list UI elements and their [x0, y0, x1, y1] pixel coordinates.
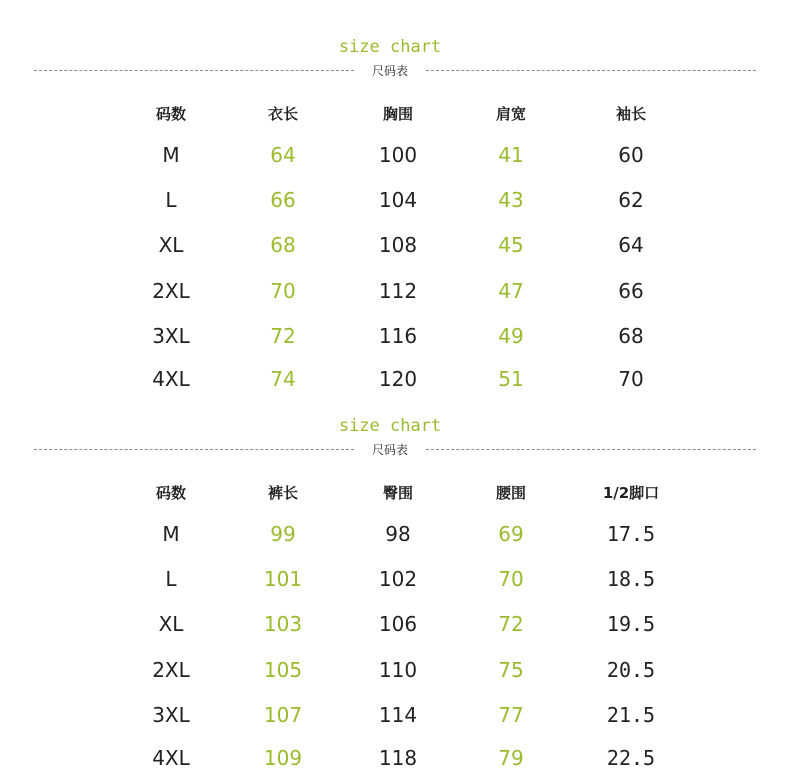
value-cell: 102: [378, 567, 418, 591]
value-cell: 43: [498, 188, 524, 212]
value-cell: 105: [263, 658, 303, 682]
value-cell: 114: [378, 703, 418, 727]
header-size: 码数: [155, 484, 186, 502]
header-hip: 臀围: [382, 484, 413, 502]
size-cell: M: [162, 522, 180, 546]
value-cell: 64: [618, 233, 644, 257]
header-sleeve: 袖长: [615, 105, 646, 123]
size-cell: 2XL: [152, 658, 190, 682]
size-cell: L: [165, 567, 177, 591]
divider-line-left: [34, 449, 354, 450]
value-cell: 62: [618, 188, 644, 212]
header-shoulder: 肩宽: [495, 105, 526, 123]
size-chart-title: size chart: [338, 416, 442, 436]
header-chest: 胸围: [382, 105, 413, 123]
value-cell: 103: [263, 612, 303, 636]
value-cell: 109: [263, 746, 303, 770]
value-cell: 18.5: [606, 567, 656, 591]
size-cell: 3XL: [152, 703, 190, 727]
header-leg-opening: 1/2脚口: [602, 484, 660, 502]
size-chart-subtitle: 尺码表: [371, 443, 408, 457]
value-cell: 112: [378, 279, 418, 303]
value-cell: 101: [263, 567, 303, 591]
size-chart-subtitle: 尺码表: [371, 64, 408, 78]
value-cell: 68: [270, 233, 296, 257]
value-cell: 70: [270, 279, 296, 303]
size-cell: L: [165, 188, 177, 212]
value-cell: 19.5: [606, 612, 656, 636]
size-cell: XL: [158, 233, 184, 257]
value-cell: 100: [378, 143, 418, 167]
value-cell: 72: [270, 324, 296, 348]
value-cell: 22.5: [606, 746, 656, 770]
value-cell: 110: [378, 658, 418, 682]
header-waist: 腰围: [495, 484, 526, 502]
value-cell: 70: [618, 367, 644, 391]
value-cell: 106: [378, 612, 418, 636]
value-cell: 64: [270, 143, 296, 167]
value-cell: 60: [618, 143, 644, 167]
size-cell: 2XL: [152, 279, 190, 303]
value-cell: 107: [263, 703, 303, 727]
size-cell: XL: [158, 612, 184, 636]
value-cell: 120: [378, 367, 418, 391]
value-cell: 66: [270, 188, 296, 212]
value-cell: 116: [378, 324, 418, 348]
value-cell: 20.5: [606, 658, 656, 682]
value-cell: 118: [378, 746, 418, 770]
size-chart-title: size chart: [338, 37, 442, 57]
value-cell: 41: [498, 143, 524, 167]
title-divider: [34, 439, 756, 459]
value-cell: 72: [498, 612, 524, 636]
value-cell: 104: [378, 188, 418, 212]
value-cell: 69: [498, 522, 524, 546]
value-cell: 49: [498, 324, 524, 348]
value-cell: 108: [378, 233, 418, 257]
value-cell: 47: [498, 279, 524, 303]
value-cell: 70: [498, 567, 524, 591]
value-cell: 77: [498, 703, 524, 727]
value-cell: 74: [270, 367, 296, 391]
size-cell: 4XL: [152, 367, 190, 391]
divider-line-left: [34, 70, 354, 71]
header-length: 衣长: [267, 105, 298, 123]
value-cell: 66: [618, 279, 644, 303]
size-cell: 4XL: [152, 746, 190, 770]
header-pants-length: 裤长: [267, 484, 298, 502]
value-cell: 45: [498, 233, 524, 257]
size-cell: M: [162, 143, 180, 167]
value-cell: 99: [270, 522, 296, 546]
value-cell: 21.5: [606, 703, 656, 727]
title-divider: [34, 60, 756, 80]
size-cell: 3XL: [152, 324, 190, 348]
value-cell: 68: [618, 324, 644, 348]
divider-line-right: [426, 70, 756, 71]
divider-line-right: [426, 449, 756, 450]
value-cell: 98: [385, 522, 411, 546]
value-cell: 79: [498, 746, 524, 770]
header-size: 码数: [155, 105, 186, 123]
value-cell: 75: [498, 658, 524, 682]
value-cell: 17.5: [606, 522, 656, 546]
value-cell: 51: [498, 367, 524, 391]
